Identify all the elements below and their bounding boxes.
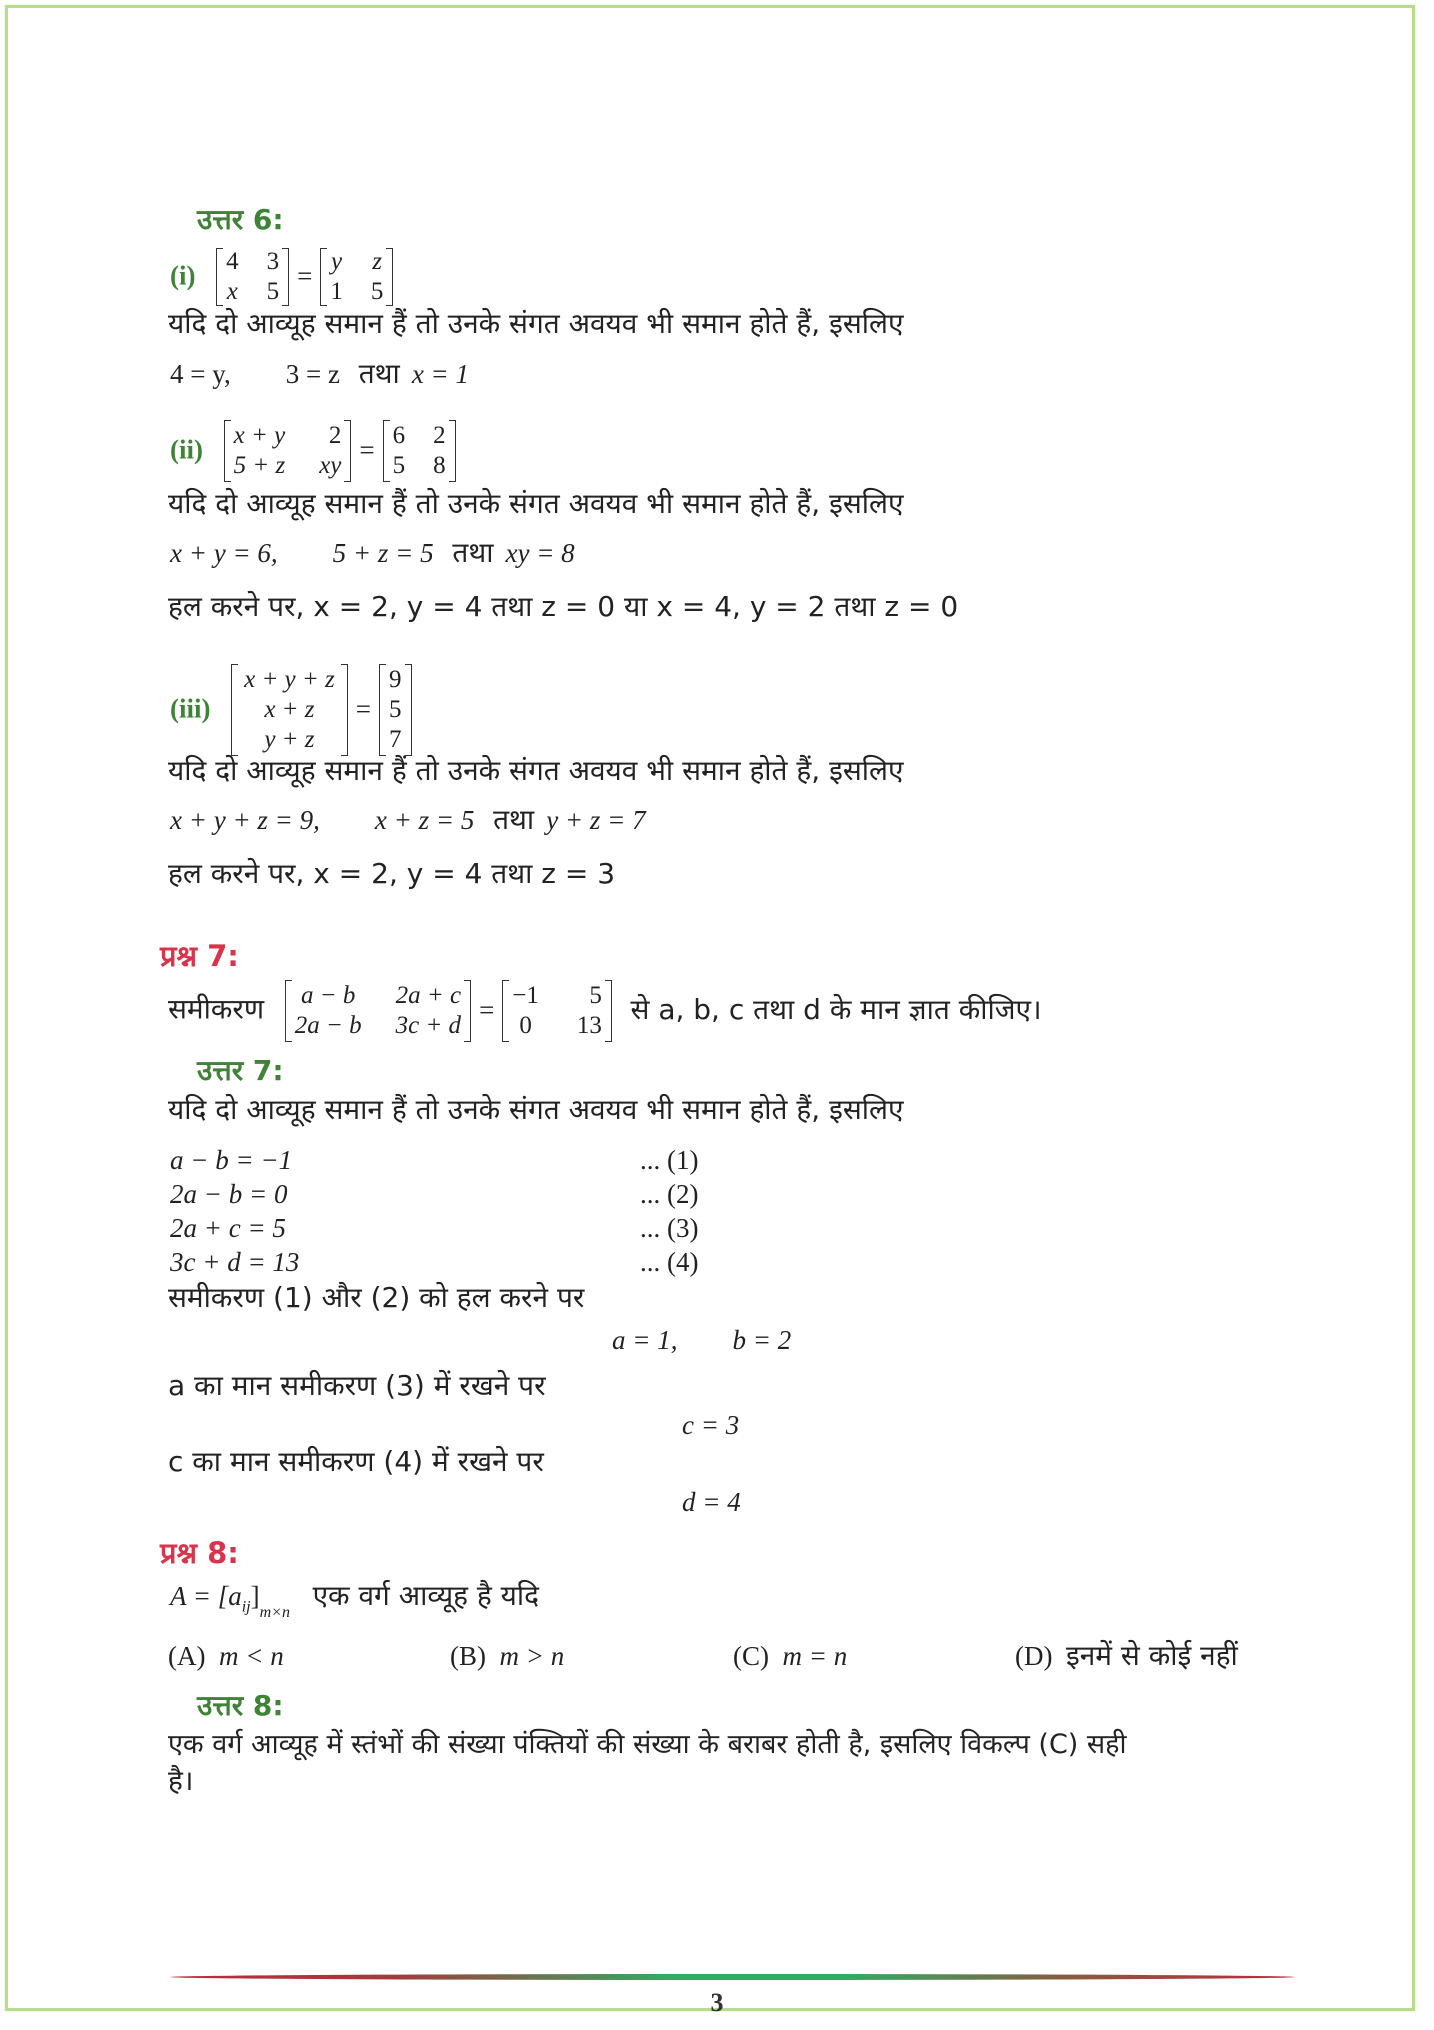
footer-divider <box>170 1974 1295 1980</box>
answer-6-part-2-equation: (ii) x + y 2 5 + z xy = 6 2 5 8 <box>170 420 456 482</box>
option-c: (C) m = n <box>733 1641 848 1671</box>
matrix-rhs: y z 1 5 <box>320 247 393 307</box>
equation-3: 2a + c = 5 <box>170 1213 286 1243</box>
step-3-text: c का मान समीकरण (4) में रखने पर <box>168 1445 544 1478</box>
option-d: (D) इनमें से कोई नहीं <box>1015 1639 1238 1672</box>
statement-text: यदि दो आव्यूह समान हैं तो उनके संगत अवयव भी समान होते हैं, इसलिए <box>168 1093 904 1126</box>
question-8-text: $A = [a_{ij}]_{m\times n}$ एक वर्ग आव्यूह है यदि <box>170 1579 540 1622</box>
matrix-rhs: −1 5 0 13 <box>502 980 612 1042</box>
page-number: 3 <box>710 1988 724 2017</box>
part-label: (ii) <box>170 434 203 465</box>
statement-text: यदि दो आव्यूह समान हैं तो उनके संगत अवयव भी समान होते हैं, इसलिए <box>168 754 904 787</box>
matrix-lhs: x + y 2 5 + z xy <box>224 420 352 482</box>
question-7-text: समीकरण a − b 2a + c 2a − b 3c + d = −1 5 0 13 से a, b, c तथा d के मान ज्ञात कीजिए। <box>168 980 1042 1042</box>
matrix-rhs: 6 2 5 8 <box>383 420 456 482</box>
part-label: (iii) <box>170 693 211 724</box>
answer-6-heading: उत्तर 6: <box>197 203 284 236</box>
answer-6-part-3-equation: (iii) x + y + z x + z y + z = 9 5 7 <box>170 664 412 756</box>
matrix-lhs: a − b 2a + c 2a − b 3c + d <box>285 980 471 1042</box>
statement-text: यदि दो आव्यूह समान हैं तो उनके संगत अवयव भी समान होते हैं, इसलिए <box>168 487 904 520</box>
answer-8-text-line-1: एक वर्ग आव्यूह में स्तंभों की संख्या पंक्तियों की संख्या के बराबर होती है, इसलिए विकल्प (C) सही <box>168 1729 1127 1760</box>
step-2-text: a का मान समीकरण (3) में रखने पर <box>168 1369 546 1402</box>
solution-line: हल करने पर, x = 2, y = 4 तथा z = 0 या x = 4, y = 2 तथा z = 0 <box>168 590 959 623</box>
step-3-result: d = 4 <box>682 1487 741 1517</box>
answer-6-part-1-equation: (i) 4 3 x 5 = y z 1 5 <box>170 247 393 307</box>
step-2-result: c = 3 <box>682 1410 740 1440</box>
matrix-lhs: 4 3 x 5 <box>216 247 289 307</box>
equation-4: 3c + d = 13 <box>170 1247 300 1277</box>
equation-3-ref: ... (3) <box>640 1213 699 1243</box>
option-b: (B) m > n <box>450 1641 565 1671</box>
solution-line: हल करने पर, x = 2, y = 4 तथा z = 3 <box>168 857 616 890</box>
equation-1-ref: ... (1) <box>640 1145 699 1175</box>
equation-1: a − b = −1 <box>170 1145 293 1175</box>
matrix-lhs: x + y + z x + z y + z <box>231 664 348 756</box>
result-line: x + y = 6, 5 + z = 5 तथा xy = 8 <box>170 536 575 569</box>
question-8-heading: प्रश्न 8: <box>160 1536 239 1570</box>
question-7-heading: प्रश्न 7: <box>160 939 239 973</box>
equation-2-ref: ... (2) <box>640 1179 699 1209</box>
statement-text: यदि दो आव्यूह समान हैं तो उनके संगत अवयव भी समान होते हैं, इसलिए <box>168 307 904 340</box>
part-label: (i) <box>170 260 196 291</box>
answer-8-text-line-2: है। <box>168 1764 194 1797</box>
equation-4-ref: ... (4) <box>640 1247 699 1277</box>
result-line: 4 = y, 3 = z तथा x = 1 <box>170 357 470 390</box>
answer-7-heading: उत्तर 7: <box>197 1054 284 1087</box>
step-1-text: समीकरण (1) और (2) को हल करने पर <box>168 1281 585 1314</box>
result-line: x + y + z = 9, x + z = 5 तथा y + z = 7 <box>170 803 646 836</box>
step-1-result: a = 1, b = 2 <box>612 1325 792 1355</box>
matrix-rhs: 9 5 7 <box>379 664 412 756</box>
option-a: (A) m < n <box>168 1641 284 1671</box>
equation-2: 2a − b = 0 <box>170 1179 288 1209</box>
answer-8-heading: उत्तर 8: <box>197 1689 284 1722</box>
